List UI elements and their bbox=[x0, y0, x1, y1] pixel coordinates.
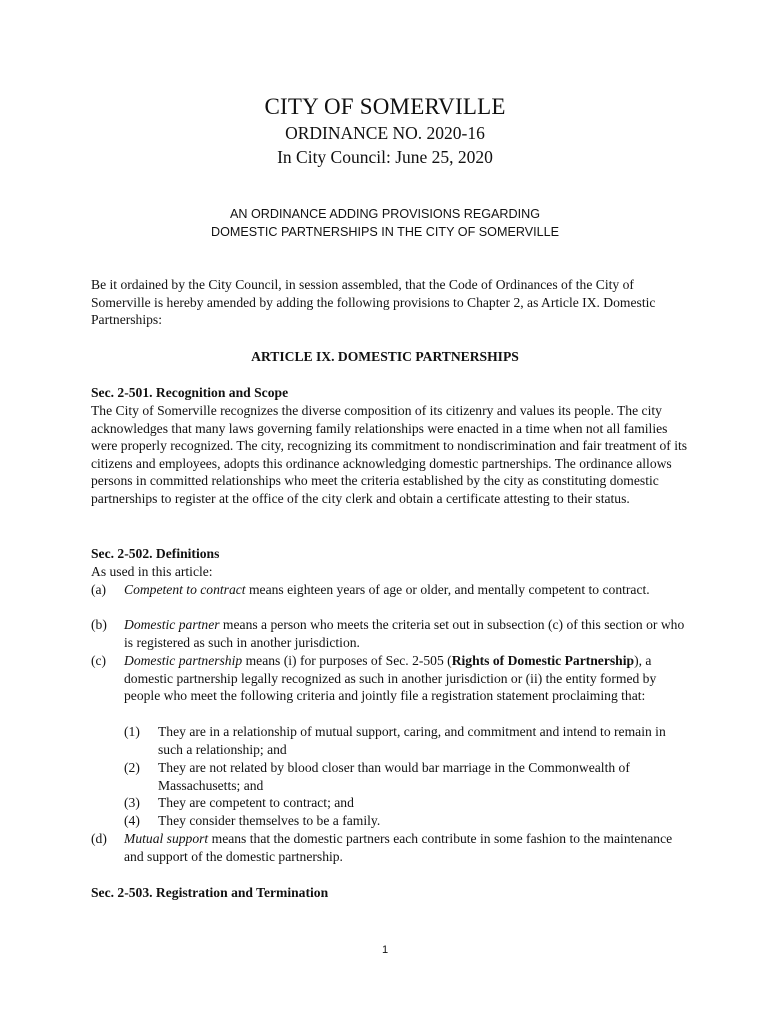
ordinance-subtitle-line-1: AN ORDINANCE ADDING PROVISIONS REGARDING bbox=[230, 207, 540, 221]
definition-a-term: Competent to contract bbox=[124, 582, 246, 597]
criteria-item-4-label: (4) bbox=[124, 813, 140, 828]
criteria-item-4-text: They consider themselves to be a family. bbox=[158, 813, 381, 828]
definition-c-bold-ref: Rights of Domestic Partnership bbox=[451, 653, 635, 668]
definition-b-label: (b) bbox=[91, 617, 107, 632]
section-503-heading: Sec. 2-503. Registration and Termination bbox=[91, 885, 329, 900]
definition-c-text-post: ), a domestic partnership legally recognized as such in another jurisdiction or (ii) the entity formed by people who meet the following criteria and jointly file a registration statement proclaiming that: bbox=[124, 653, 657, 704]
definition-b-term: Domestic partner bbox=[124, 617, 220, 632]
criteria-item-1 bbox=[124, 723, 684, 758]
criteria-item-3 bbox=[124, 794, 684, 812]
criteria-item-1-text: They are in a relationship of mutual support, caring, and commitment and intend to remain in such a relationship; and bbox=[158, 724, 666, 757]
criteria-item-4 bbox=[124, 812, 684, 830]
definition-a-text: means eighteen years of age or older, and mentally competent to contract. bbox=[245, 582, 650, 597]
criteria-item-2 bbox=[124, 759, 684, 794]
definition-a bbox=[91, 581, 691, 599]
criteria-item-2-text: They are not related by blood closer than would bar marriage in the Commonwealth of Massachusetts; and bbox=[158, 760, 630, 793]
definition-d-text: means that the domestic partners each contribute in some fashion to the maintenance and support of the domestic partnership. bbox=[124, 831, 673, 864]
criteria-item-1-label: (1) bbox=[124, 724, 140, 739]
definition-c bbox=[91, 652, 691, 705]
definition-d bbox=[91, 830, 691, 865]
enacting-clause: Be it ordained by the City Council, in session assembled, that the Code of Ordinances of the City of Somerville is hereby amended by adding the following provisions to Chapter 2, as Article IX. Domestic Partnerships: bbox=[91, 277, 656, 328]
definition-c-label: (c) bbox=[91, 653, 107, 668]
definition-b-text: means a person who meets the criteria set out in subsection (c) of this section or who is registered as such in another jurisdiction. bbox=[124, 617, 685, 650]
ordinance-number: ORDINANCE NO. 2020-16 bbox=[285, 123, 485, 143]
definition-b bbox=[91, 616, 691, 651]
definition-c-text-pre: means (i) for purposes of Sec. 2-505 ( bbox=[242, 653, 452, 668]
definition-c-term: Domestic partnership bbox=[124, 653, 243, 668]
article-heading: ARTICLE IX. DOMESTIC PARTNERSHIPS bbox=[251, 349, 519, 364]
section-502-lead: As used in this article: bbox=[91, 564, 213, 579]
page-number: 1 bbox=[381, 944, 389, 956]
criteria-item-3-text: They are competent to contract; and bbox=[158, 795, 354, 810]
criteria-item-3-label: (3) bbox=[124, 795, 140, 810]
section-501-heading: Sec. 2-501. Recognition and Scope bbox=[91, 385, 289, 400]
city-title: CITY OF SOMERVILLE bbox=[264, 94, 506, 119]
section-501-body: The City of Somerville recognizes the diverse composition of its citizenry and values its people. The city acknowledges that many laws governing family relationships were enacted in a time when not all families were properly recognized. The city, recognizing its commitment to nondiscrimination and fair treatment of its citizens and employees, adopts this ordinance acknowledging domestic partnerships. The ordinance allows persons in committed relationships who meet the criteria established by the city as constituting domestic partnerships to register at the office of the city clerk and obtain a certificate attesting to their status. bbox=[91, 403, 688, 506]
section-502-heading: Sec. 2-502. Definitions bbox=[91, 546, 220, 561]
definition-a-label: (a) bbox=[91, 582, 107, 597]
ordinance-subtitle-line-2: DOMESTIC PARTNERSHIPS IN THE CITY OF SOMERVILLE bbox=[210, 225, 560, 239]
definition-d-label: (d) bbox=[91, 831, 107, 846]
council-date: In City Council: June 25, 2020 bbox=[277, 147, 493, 167]
criteria-item-2-label: (2) bbox=[124, 760, 140, 775]
definition-d-term: Mutual support bbox=[124, 831, 209, 846]
